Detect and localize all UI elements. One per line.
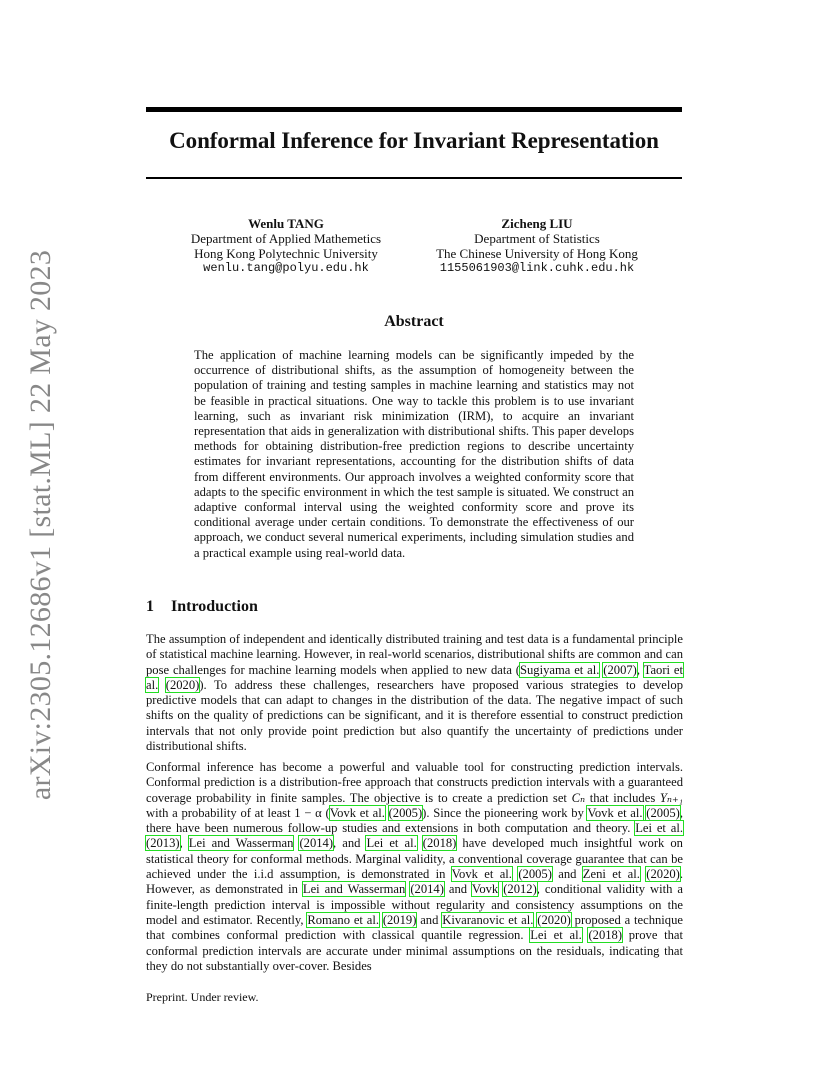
citation-link[interactable]: (2014): [410, 882, 444, 897]
paper-title: Conformal Inference for Invariant Representation: [169, 128, 659, 153]
citation-link[interactable]: (2014): [299, 836, 334, 851]
author-block-2: [426, 216, 648, 276]
citation-link[interactable]: (2012): [503, 882, 537, 897]
abstract-text: The application of machine learning models can be significantly impeded by the occurrence of distributional shifts, as the assumption of homogeneity between the population of training and testing samples in machine learning and statistics may not be feasible in practical situations. One way to tackle this problem is to use invariant learning, such as invariant risk minimization (IRM), to acquire an invariant representation that aids in generalization with distributional shifts. This paper develops methods for obtaining distribution-free prediction regions to describe uncertainty estimates for invariant representations, accounting for the distribution shifts of data from different environments. Our approach involves a weighted conformity score that adapts to the specific environment in which the test sample is situated. We construct an adaptive conformal interval using the weighted conformity score and prove its conditional average under certain conditions. To demonstrate the effectiveness of our approach, we conduct several numerical experiments, including simulation studies and a practical example using real-world data.: [194, 348, 634, 560]
author-university: The Chinese University of Hong Kong: [436, 246, 638, 261]
citation-link[interactable]: Sugiyama et al.: [519, 662, 600, 677]
author-department: Department of Statistics: [474, 231, 600, 246]
citation-link[interactable]: (2020): [537, 912, 571, 927]
author-email[interactable]: 1155061903@link.cuhk.edu.hk: [439, 261, 635, 275]
citation-link[interactable]: Lei and Wasserman: [188, 836, 294, 851]
citation-link[interactable]: Kivaranovic et al.: [442, 912, 534, 927]
citation-link[interactable]: Vovk: [471, 882, 499, 897]
citation-link[interactable]: Vovk et al.: [329, 805, 385, 820]
citation-link[interactable]: (2018): [588, 928, 623, 943]
citation-link[interactable]: (2005): [518, 867, 552, 882]
citation-link[interactable]: (2005): [646, 805, 680, 820]
math-prediction-set: Cₙ: [571, 790, 586, 805]
citation-link[interactable]: Taori et al.: [146, 662, 683, 692]
author-department: Department of Applied Mathemetics: [190, 231, 382, 246]
footer-note: Preprint. Under review.: [146, 990, 259, 1004]
citation-link[interactable]: Zeni et al.: [582, 867, 640, 882]
math-response: Yₙ₊₁: [659, 790, 683, 805]
citation-link[interactable]: Vovk et al.: [451, 867, 512, 882]
author-block-1: [176, 216, 396, 276]
citation-link[interactable]: Lei et al.: [635, 821, 683, 836]
citation-link[interactable]: Romano et al.: [307, 912, 379, 927]
section-title: Introduction: [171, 598, 258, 615]
citation-link[interactable]: Lei et al.: [366, 836, 417, 851]
author-name: Zicheng LIU: [501, 216, 573, 231]
citation-link[interactable]: (2005): [388, 805, 423, 820]
citation-link[interactable]: (2013): [146, 836, 180, 851]
author-university: Hong Kong Polytechnic University: [194, 246, 378, 261]
title-top-rule: [146, 107, 682, 112]
citation-link[interactable]: (2007): [603, 662, 637, 677]
citation-link[interactable]: Vovk et al.: [587, 805, 643, 820]
intro-paragraph-1: The assumption of independent and identically distributed training and test data is a fundamental principle of statistical machine learning. However, in real-world scenarios, distributional shifts are common and can pose challenges for machine learning models when applied to new data (Sugiyama et al. (2007), Taori et al. (2020)). To address these challenges, researchers have proposed various strategies to develop predictive models that can adapt to changes in the distribution of the data. The negative impact of such shifts on the quality of predictions can be significant, and it is therefore essential to construct prediction intervals that not only provide point prediction but also quantify the uncertainty of predictions under distributional shifts.: [146, 632, 683, 754]
author-name: Wenlu TANG: [248, 216, 324, 231]
intro-paragraph-2: Conformal inference has become a powerful and valuable tool for constructing prediction intervals. Conformal prediction is a distribution-free approach that constructs prediction intervals with a guaranteed coverage probability in finite samples. The objective is to create a prediction set Cₙ that includes Yₙ₊₁ with a probability of at least 1 − α (Vovk et al. (2005)). Since the pioneering work by Vovk et al. (2005), there have been numerous follow-up studies and extensions in both computation and theory. Lei et al. (2013), Lei and Wasserman (2014), and Lei et al. (2018) have developed much insightful work on statistical theory for conformal methods. Marginal validity, a conventional coverage guarantee that can be achieved under the i.i.d assumption, is demonstrated in Vovk et al. (2005) and Zeni et al. (2020). However, as demonstrated in Lei and Wasserman (2014) and Vovk (2012), conditional validity with a finite-length prediction interval is impossible without regularity and consistency assumptions on the model and estimator. Recently, Romano et al. (2019) and Kivaranovic et al. (2020) proposed a technique that combines conformal prediction with classical quantile regression. Lei et al. (2018) prove that conformal prediction intervals are accurate under minimal assumptions on the residuals, indicating that they do not substantially over-cover. Besides: [146, 760, 684, 973]
math-coverage: 1 − α: [294, 805, 322, 820]
citation-link[interactable]: (2018): [422, 836, 457, 851]
citation-link[interactable]: (2020): [646, 867, 680, 882]
section-number: 1: [146, 598, 154, 615]
citation-link[interactable]: (2020): [165, 677, 200, 692]
citation-link[interactable]: Lei and Wasserman: [302, 882, 406, 897]
arxiv-identifier: arXiv:2305.12686v1 [stat.ML] 22 May 2023: [24, 249, 57, 801]
title-bottom-rule: [146, 177, 682, 179]
citation-link[interactable]: (2019): [382, 912, 417, 927]
author-email[interactable]: wenlu.tang@polyu.edu.hk: [203, 261, 369, 275]
section-heading: [146, 598, 258, 616]
citation-link[interactable]: Lei et al.: [530, 928, 582, 943]
abstract-heading: Abstract: [384, 313, 444, 330]
